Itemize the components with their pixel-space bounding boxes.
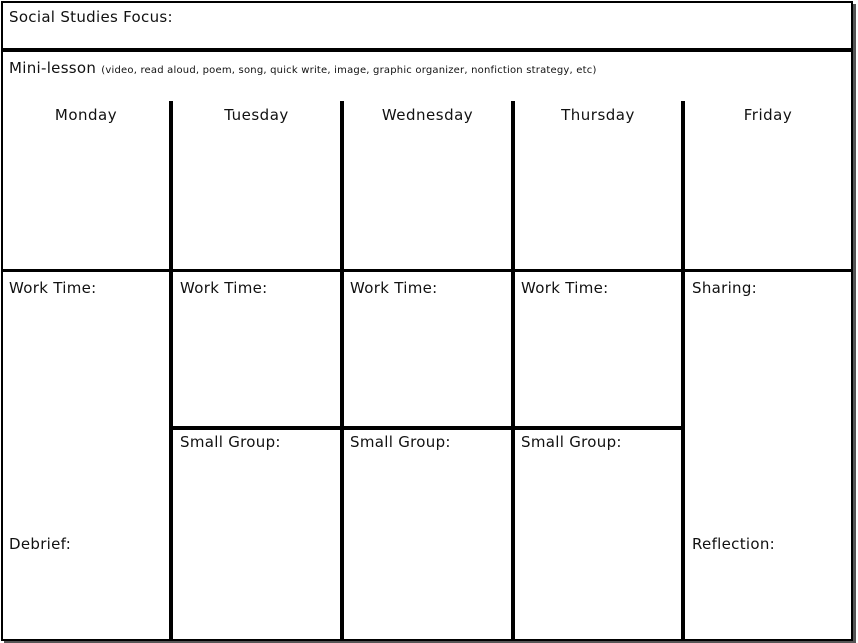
day-thursday: Thursday bbox=[561, 106, 635, 124]
column-divider-3 bbox=[511, 101, 515, 641]
minilesson-heading bbox=[9, 59, 597, 77]
tuesday-work-time-label: Work Time: bbox=[180, 279, 268, 297]
divider-worktime bbox=[1, 269, 853, 272]
wednesday-small-group-label: Small Group: bbox=[350, 433, 451, 451]
divider-focus bbox=[1, 48, 853, 52]
friday-reflection-label: Reflection: bbox=[692, 535, 775, 553]
wednesday-work-time-label: Work Time: bbox=[350, 279, 438, 297]
day-friday: Friday bbox=[743, 106, 793, 124]
day-tuesday: Tuesday bbox=[224, 106, 289, 124]
tuesday-small-group-label: Small Group: bbox=[180, 433, 281, 451]
column-divider-2 bbox=[340, 101, 344, 641]
day-wednesday: Wednesday bbox=[381, 106, 474, 124]
monday-work-time-label: Work Time: bbox=[9, 279, 97, 297]
minilesson-note: (video, read aloud, poem, song, quick write, image, graphic organizer, nonfiction strategy, etc) bbox=[101, 65, 597, 76]
thursday-small-group-label: Small Group: bbox=[521, 433, 622, 451]
thursday-work-time-label: Work Time: bbox=[521, 279, 609, 297]
divider-smallgroup bbox=[171, 426, 685, 430]
minilesson-label: Mini-lesson bbox=[9, 59, 97, 77]
column-divider-1 bbox=[169, 101, 173, 641]
social-studies-focus-label: Social Studies Focus: bbox=[9, 8, 173, 26]
friday-sharing-label: Sharing: bbox=[692, 279, 758, 297]
column-divider-4 bbox=[681, 101, 685, 641]
monday-debrief-label: Debrief: bbox=[9, 535, 72, 553]
day-monday: Monday bbox=[54, 106, 118, 124]
